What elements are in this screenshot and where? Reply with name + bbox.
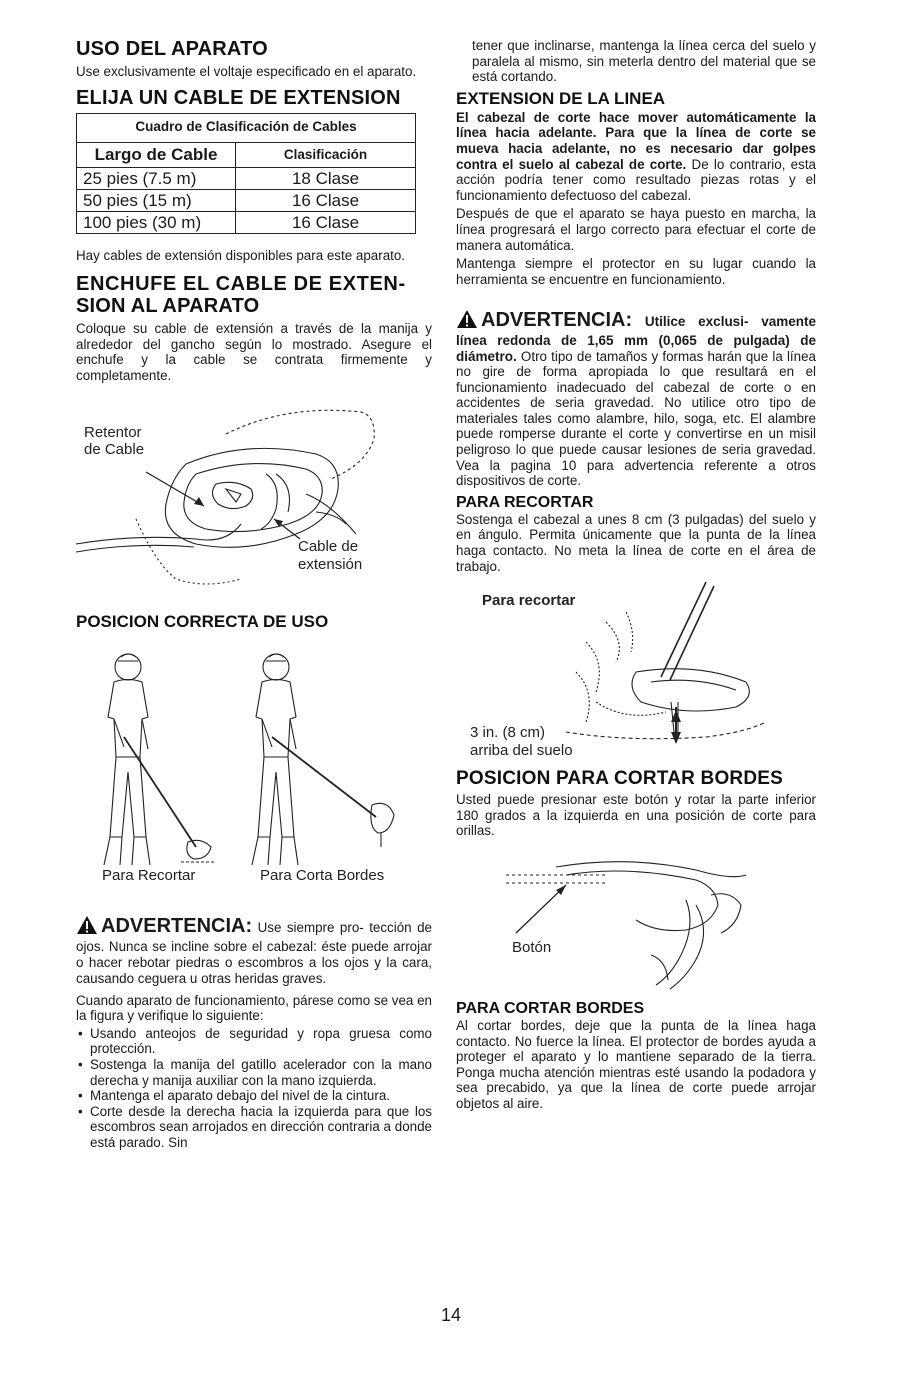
fig1-label-cable-de: Cable de [298,537,359,555]
continued-text: tener que inclinarse, mantenga la línea cerca del suelo y paralela al mismo, sin meterla dentro del material que se está cortando. [472,38,816,85]
table-header-rating: Clasificación [236,142,416,167]
mantenga-text: Mantenga siempre el protector en su lugar cuando la herramienta se encuentre en funcionamiento. [456,256,816,287]
posicion-title: POSICION CORRECTA DE USO [76,611,329,631]
warning-text-start: Use siempre pro- [257,919,364,935]
enchufe-text: Coloque su cable de extensión a través de la manija y alrededor del gancho según lo mostrado. Asegure el enchufe y la cable se contrata firmemente y completamente. [76,321,432,383]
table-cell-length: 50 pies (15 m) [77,189,236,211]
extension-text [456,110,816,204]
elija-title: ELIJA UN CABLE DE EXTENSION [76,86,401,109]
fig2-caption-trim: Para Recortar [102,866,196,884]
warning2-text: Otro tipo de tamaños y formas harán que la línea no gire de forma apropiada lo que resultará en el funcionamiento inadecuado del cabezal de corte o en accidentes de seria gravedad. No utilice otro tipo de materiales tales como alambre, hilo, soga, etc. El alambre puede romperse durante el corte y convertirse en un misil peligroso lo que puede causar lesiones de seria gravedad. Vea la pagina 10 para advertencia referente a otros dispositivos de corte. [456,348,816,489]
warning2-paragraph [456,309,816,489]
warning-paragraph [76,915,432,987]
uso-title: USO DEL APARATO [76,38,268,60]
table-row [77,167,416,189]
edging-figure [456,845,816,995]
fig1-label-extension: extensión [298,555,363,573]
table-row [77,211,416,233]
enchufe-title-line1: ENCHUFE EL CABLE DE EXTEN- [76,273,406,296]
fig1-label-de-cable: de Cable [84,440,145,458]
table-cell-rating: 18 Clase [236,167,416,189]
list-item: • Corte desde la derecha hacia la izquierda para que los escombros sean arrojados en dirección contraria a donde está parado. Sin [90,1104,432,1151]
cortar-text: Al cortar bordes, deje que la punta de la línea haga contacto. No fuerce la línea. El protector de bordes ayuda a proteger el aparato y lo mantiene separado de la tierra. Ponga mucha atención mientras esté usando la podadora y sea precabido, ya que la línea de corte puede arrojar objetos al aire. [456,1018,816,1111]
fig2-caption-edge: Para Corta Bordes [260,866,385,884]
uso-text: Use exclusivamente el voltaje especificado en el aparato. [76,64,417,79]
operator-position-illustration [76,637,432,895]
despues-text: Después de que el aparato se haya puesto en marcha, la línea progresará el largo correcto para efectuar el corte de manera automática. [456,206,816,253]
list-item: • Usando anteojos de seguridad y ropa gruesa como protección. [90,1026,432,1057]
bordes-title: POSICION PARA CORTAR BORDES [456,768,784,790]
table-cell-length: 25 pies (7.5 m) [77,167,236,189]
right-column [456,38,816,1112]
cortar-title: PARA CORTAR BORDES [456,1000,645,1017]
extension-bold-text: El cabezal de corte hace mover automáticamente la línea hacia adelante. Para que la línea de corte se mueva hacia adelante, no es necesario dar golpes contra el suelo al cabezal de corte. [456,109,816,172]
recortar-text: Sostenga el cabezal a unes 8 cm (3 pulgadas) del suelo y en ángulo. Permita únicamente que la punta de la línea haga contacto. No meta la línea de corte en el área de trabajo. [456,511,816,574]
extension-rest-text: De lo contrario, esta acción podría tener como resultado piezas rotas y el funcionamiento defectuoso del cabezal. [456,156,816,203]
table-cell-rating: 16 Clase [236,189,416,211]
list-item: • Sostenga la manija del gatillo acelerador con la mano derecha y manija auxiliar con la mano izquierda. [90,1057,432,1088]
fig4-label-button: Botón [512,939,552,956]
cable-table [76,113,416,234]
table-cell-rating: 16 Clase [236,211,416,233]
cables-text: Hay cables de extensión disponibles para este aparato. [76,247,406,263]
enchufe-title-line2: SION AL APARATO [76,295,260,318]
cord-retainer-figure [76,394,432,604]
warning2-bold-text: vamente línea redonda de 1,65 mm (0,065 de pulgada) de diámetro. [456,314,816,364]
extension-title: EXTENSION DE LA LINEA [456,88,666,108]
operator-position-figure [76,637,432,895]
cuando-text: Cuando aparato de funcionamiento, párese como se vea en la figura y verifique lo siguiente: [76,992,432,1024]
table-cell-length: 100 pies (30 m) [77,211,236,233]
edging-illustration [456,845,816,995]
warning-icon [76,915,98,939]
fig3-label-height: 3 in. (8 cm) [470,724,546,742]
warning-title: ADVERTENCIA: [101,914,253,937]
table-header-length: Largo de Cable [77,142,236,167]
warning2-bold-start: Utilice exclusi- [644,314,749,330]
fig1-label-retentor: Retentor [84,423,142,441]
trimming-figure [456,582,816,762]
table-title: Cuadro de Clasificación de Cables [77,113,416,142]
warning2-title: ADVERTENCIA: [481,309,633,332]
table-row [77,189,416,211]
page-number: 14 [441,1305,462,1325]
left-column [76,38,432,1151]
warning-text: tección de ojos. Nunca se incline sobre el cabezal: éste puede arrojar o hacer rebotar piedras o escombros a los ojos y la cara, causando ceguera u otras heridas graves. [76,919,432,986]
fig3-label-title: Para recortar [482,592,576,610]
recortar-title: PARA RECORTAR [456,493,594,511]
checklist [76,1026,432,1151]
list-item: • Mantenga el aparato debajo del nivel de la cintura. [90,1088,432,1104]
bordes-text: Usted puede presionar este botón y rotar la parte inferior 180 grados a la izquierda en una posición de corte para orillas. [456,792,816,839]
fig3-label-above-ground: arriba del suelo [470,742,573,760]
warning-icon [456,309,478,333]
